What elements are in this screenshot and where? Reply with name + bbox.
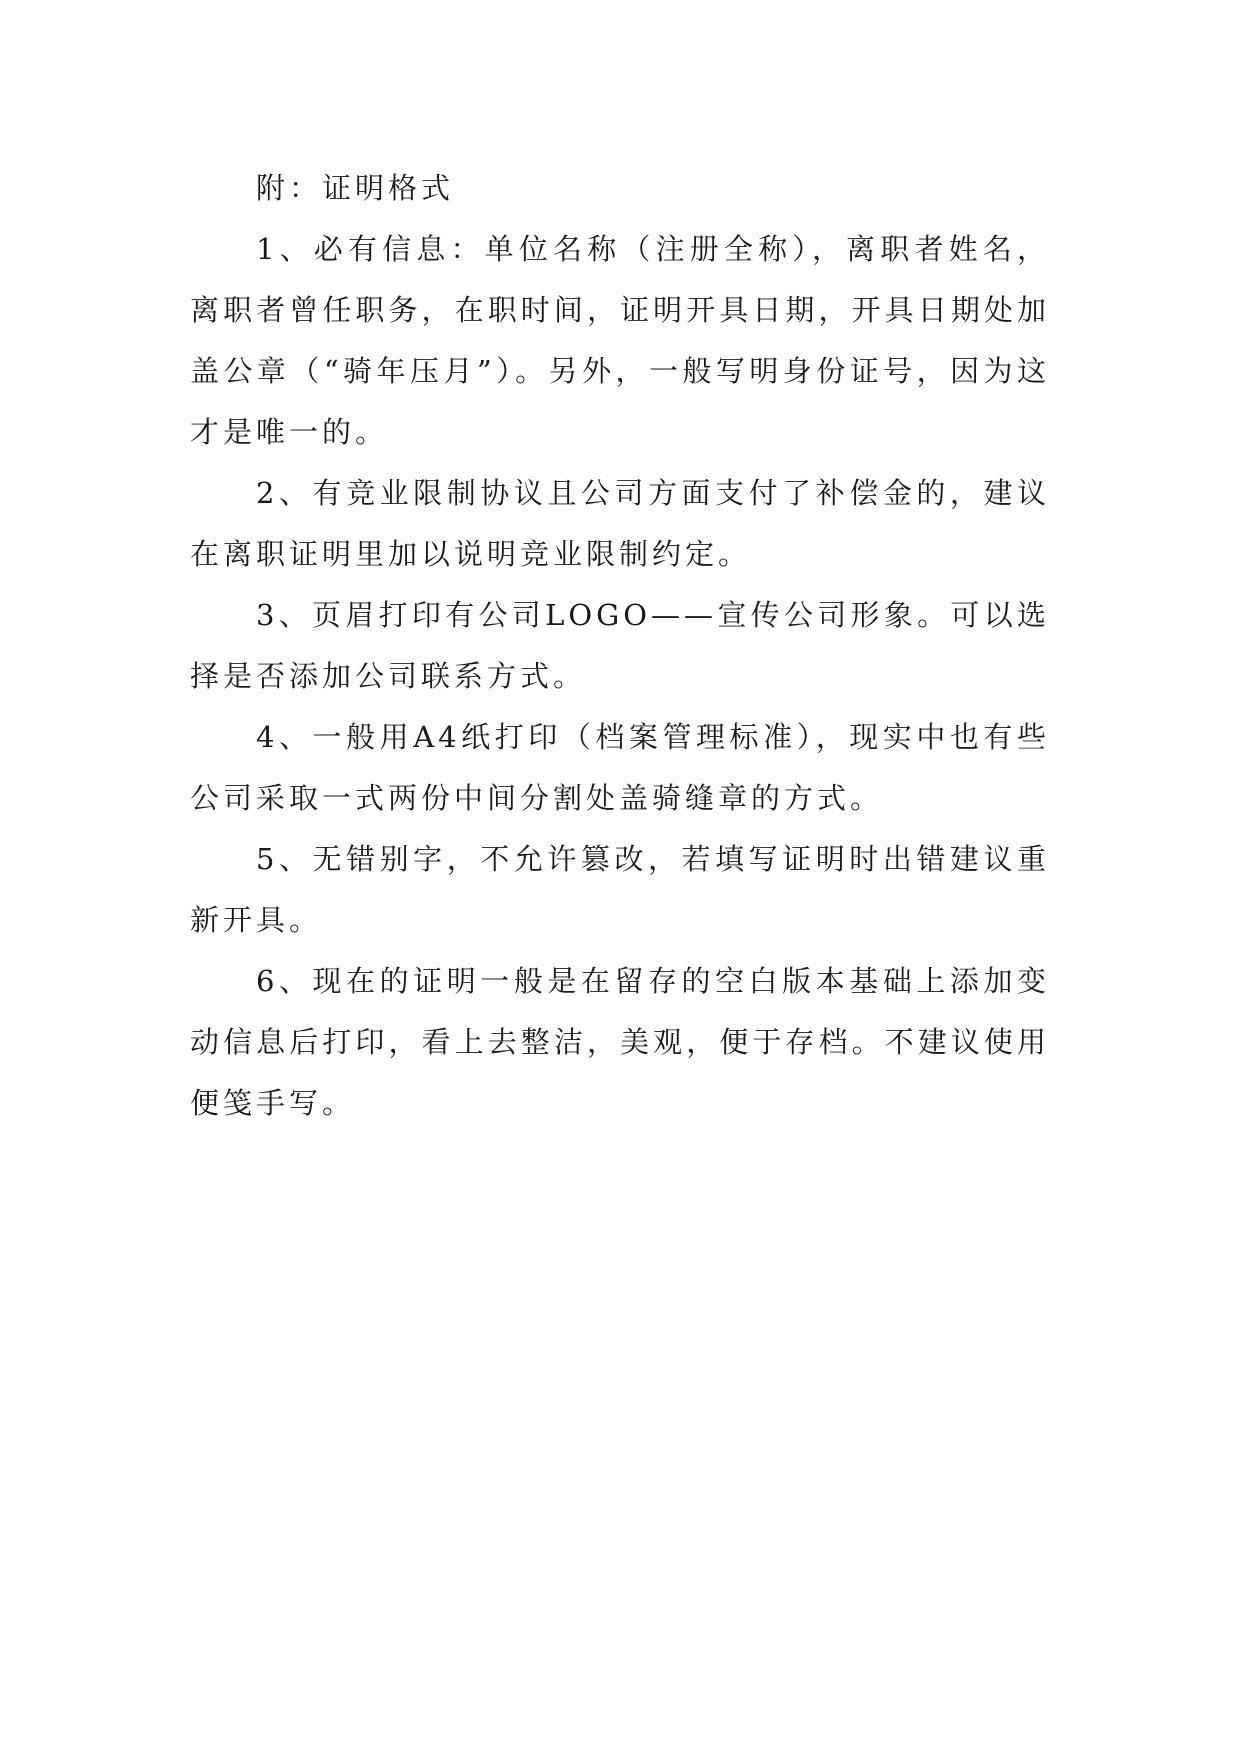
- paragraph-3: 3、页眉打印有公司LOGO——宣传公司形象。可以选择是否添加公司联系方式。: [190, 598, 1050, 693]
- paragraph-2: 2、有竞业限制协议且公司方面支付了补偿金的，建议在离职证明里加以说明竞业限制约定。: [190, 476, 1050, 571]
- paragraph-4: 4、一般用A4纸打印（档案管理标准），现实中也有些公司采取一式两份中间分割处盖骑缝章的方式。: [190, 720, 1050, 815]
- paragraph-6: 6、现在的证明一般是在留存的空白版本基础上添加变动信息后打印，看上去整洁，美观，便于存档。不建议使用便笺手写。: [190, 964, 1050, 1120]
- paragraph-1: 1、必有信息：单位名称（注册全称），离职者姓名，离职者曾任职务，在职时间，证明开具日期，开具日期处加盖公章（“骑年压月”）。另外，一般写明身份证号，因为这才是唯一的。: [190, 232, 1050, 449]
- section-heading: 附：证明格式: [256, 171, 455, 205]
- document-body: [190, 158, 1050, 1134]
- paragraph-5: 5、无错别字，不允许篡改，若填写证明时出错建议重新开具。: [190, 842, 1050, 937]
